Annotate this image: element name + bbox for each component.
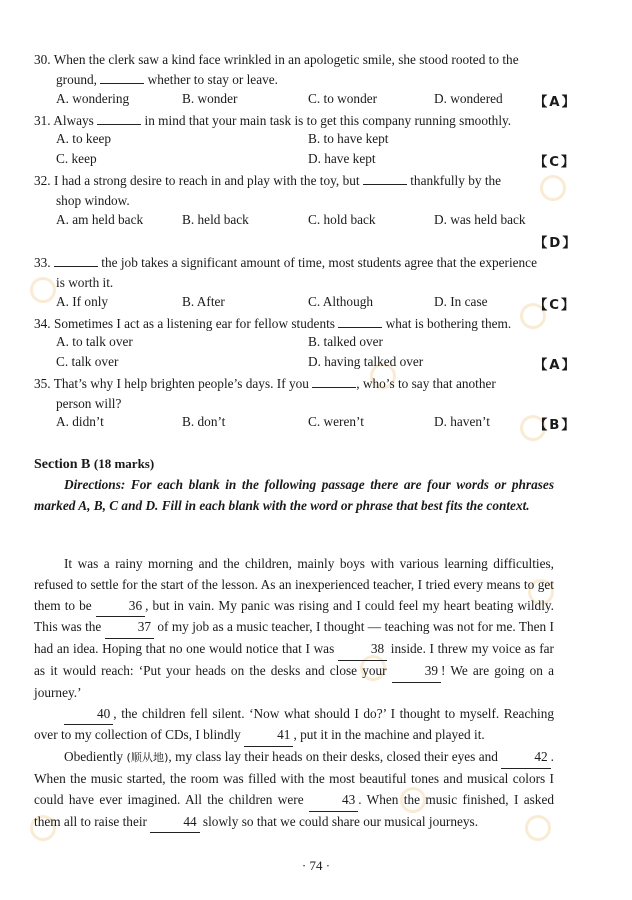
section-title (34, 456, 154, 473)
option-a[interactable]: A. wondering (56, 91, 130, 106)
option-d[interactable]: D. wondered (434, 91, 503, 106)
cloze-blank[interactable]: 40 (64, 704, 113, 726)
question-number: 33. (34, 255, 51, 270)
question-stem: person will? (56, 396, 122, 411)
options-33 (56, 294, 576, 314)
options-32 (56, 212, 576, 232)
option-b[interactable]: B. talked over (308, 334, 383, 349)
question-31 (34, 111, 554, 131)
question-30 (34, 50, 554, 90)
question-stem: , who’s to say that another (356, 376, 496, 391)
option-c[interactable]: C. hold back (308, 212, 376, 227)
answer-key: 【D】 (534, 236, 578, 251)
option-a[interactable]: A. to talk over (56, 334, 133, 349)
answer-blank[interactable] (338, 315, 382, 328)
answer-blank[interactable] (97, 112, 141, 125)
section-marks: (18 marks) (93, 456, 155, 471)
question-35 (34, 374, 554, 414)
options-35 (56, 414, 576, 434)
question-number: 31. (34, 113, 51, 128)
options-34a (56, 334, 576, 354)
options-31b (56, 151, 576, 171)
option-d[interactable]: D. was held back (434, 212, 526, 227)
answer-blank[interactable] (312, 375, 356, 388)
answer-blank[interactable] (100, 71, 144, 84)
cloze-blank[interactable]: 38 (338, 639, 387, 661)
question-number: 35. (34, 376, 51, 391)
question-stem: That’s why I help brighten people’s days. If you (53, 376, 313, 391)
options-34b (56, 354, 576, 374)
question-stem: I had a strong desire to reach in and play with the toy, but (53, 173, 363, 188)
cloze-blank[interactable]: 39 (392, 661, 441, 683)
answer-blank[interactable] (54, 254, 98, 267)
cloze-blank[interactable]: 36 (96, 596, 145, 618)
question-33 (34, 253, 554, 293)
option-d[interactable]: D. haven’t (434, 414, 490, 429)
option-c[interactable]: C. to wonder (308, 91, 378, 106)
option-d[interactable]: D. having talked over (308, 354, 424, 369)
cloze-blank[interactable]: 37 (105, 617, 154, 639)
option-a[interactable]: A. didn’t (56, 414, 104, 429)
question-stem: in mind that your main task is to get this company running smoothly. (144, 113, 512, 128)
question-stem: shop window. (56, 193, 130, 208)
question-number: 30. (34, 52, 51, 67)
option-c[interactable]: C. Although (308, 294, 374, 309)
option-c[interactable]: C. keep (56, 151, 97, 166)
option-b[interactable]: B. After (182, 294, 225, 309)
answer-key: 【A】 (534, 95, 577, 110)
option-a[interactable]: A. to keep (56, 131, 112, 146)
option-d[interactable]: D. have kept (308, 151, 376, 166)
passage-paragraph: It was a rainy morning and the children, mainly boys with various learning difficulties, refused to settle for the start of the lesson. As an inexperienced teacher, I tried every means to get them to be 36 , but in vain. My panic was rising and I could feel my heart beating wildly. This was the 37 of my job as a music teacher, I thought — teaching was not for me. Then I had an idea. Hoping that no one would notice that I was 38 inside. I threw my voice as far as it would reach: ‘Put your heads on the desks and close your 39 ! We are going on a journey.’ (34, 556, 554, 700)
question-stem: Always (53, 113, 98, 128)
options-31a (56, 131, 576, 151)
answer-key: 【C】 (534, 298, 577, 313)
answer-key: 【A】 (534, 358, 577, 373)
option-a[interactable]: A. am held back (56, 212, 144, 227)
option-b[interactable]: B. held back (182, 212, 249, 227)
answer-key: 【B】 (534, 418, 577, 433)
option-c[interactable]: C. weren’t (308, 414, 364, 429)
cloze-blank[interactable]: 44 (150, 812, 199, 834)
option-c[interactable]: C. talk over (56, 354, 119, 369)
option-b[interactable]: B. to have kept (308, 131, 389, 146)
question-32 (34, 171, 554, 211)
option-a[interactable]: A. If only (56, 294, 109, 309)
page-number: · 74 · (301, 858, 331, 873)
answer-blank[interactable] (363, 172, 407, 185)
passage-paragraph: 40 , the children fell silent. ‘Now what should I do?’ I thought to myself. Reaching over to my collection of CDs, I blindly 41 , put it in the machine and played it. (34, 704, 554, 748)
answer-key: 【C】 (534, 155, 577, 170)
section-directions: Directions: For each blank in the following passage there are four words or phrases marked A, B, C and D. Fill in each blank with the word or phrase that best fits the context. (34, 477, 554, 513)
cloze-blank[interactable]: 43 (309, 790, 358, 812)
cloze-blank[interactable]: 41 (244, 725, 293, 747)
section-heading: Section B (34, 457, 94, 472)
gloss-note: (顺从地) (126, 751, 169, 765)
question-number: 32. (34, 173, 51, 188)
question-stem: whether to stay or leave. (147, 72, 278, 87)
passage-paragraph: Obediently (顺从地), my class lay their heads on their desks, closed their eyes and 42 . When the music started, the room was filled with the most beautiful tones and musical colors I could have ever imagined. All the children were 43 . When the music finished, I asked them all to raise their 44 slowly so that we could share our musical journeys. (34, 747, 554, 833)
question-stem: ground, (56, 72, 101, 87)
question-stem: what is bothering them. (385, 316, 512, 331)
question-stem: Sometimes I act as a listening ear for fellow students (53, 316, 339, 331)
question-stem: the job takes a significant amount of time, most students agree that the experience (101, 255, 537, 270)
question-stem: is worth it. (56, 275, 114, 290)
cloze-blank[interactable]: 42 (501, 747, 550, 769)
option-b[interactable]: B. wonder (182, 91, 238, 106)
question-stem: When the clerk saw a kind face wrinkled in an apologetic smile, she stood rooted to the (53, 52, 519, 67)
reading-passage (34, 554, 554, 833)
option-b[interactable]: B. don’t (182, 414, 226, 429)
question-34 (34, 314, 554, 334)
option-d[interactable]: D. In case (434, 294, 488, 309)
question-number: 34. (34, 316, 51, 331)
question-stem: thankfully by the (410, 173, 502, 188)
options-30 (56, 91, 576, 111)
